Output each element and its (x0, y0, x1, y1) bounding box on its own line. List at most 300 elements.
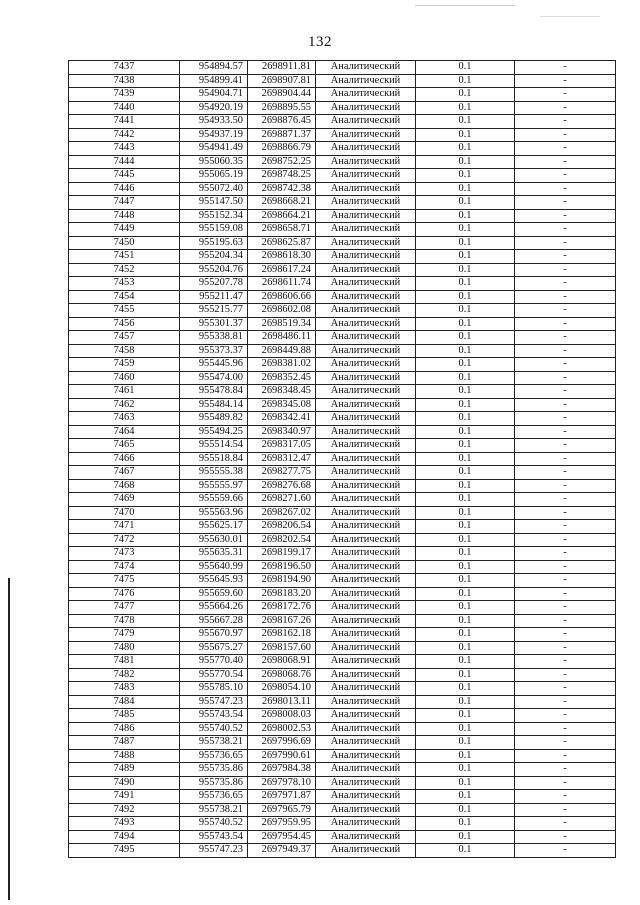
point-number-cell: 7463 (69, 412, 180, 426)
empty-value-cell: - (515, 263, 616, 277)
x-coordinate-cell: 955195.63 (180, 236, 248, 250)
empty-value-cell: - (515, 479, 616, 493)
method-type-cell: Аналитический (316, 452, 416, 466)
table-row (69, 506, 616, 520)
point-number-cell: 7453 (69, 277, 180, 291)
table-row (69, 763, 616, 777)
accuracy-cell: 0.1 (416, 533, 515, 547)
empty-value-cell: - (515, 169, 616, 183)
accuracy-cell: 0.1 (416, 817, 515, 831)
method-type-cell: Аналитический (316, 749, 416, 763)
y-coordinate-cell: 2698904.44 (248, 88, 316, 102)
point-number-cell: 7459 (69, 358, 180, 372)
y-coordinate-cell: 2698618.30 (248, 250, 316, 264)
table-row (69, 560, 616, 574)
accuracy-cell: 0.1 (416, 209, 515, 223)
x-coordinate-cell: 955152.34 (180, 209, 248, 223)
accuracy-cell: 0.1 (416, 830, 515, 844)
method-type-cell: Аналитический (316, 641, 416, 655)
accuracy-cell: 0.1 (416, 344, 515, 358)
empty-value-cell: - (515, 101, 616, 115)
table-row (69, 317, 616, 331)
table-row (69, 425, 616, 439)
x-coordinate-cell: 954933.50 (180, 115, 248, 129)
point-number-cell: 7455 (69, 304, 180, 318)
x-coordinate-cell: 955640.99 (180, 560, 248, 574)
empty-value-cell: - (515, 790, 616, 804)
method-type-cell: Аналитический (316, 358, 416, 372)
method-type-cell: Аналитический (316, 196, 416, 210)
x-coordinate-cell: 955770.40 (180, 655, 248, 669)
y-coordinate-cell: 2697990.61 (248, 749, 316, 763)
table-row (69, 155, 616, 169)
point-number-cell: 7441 (69, 115, 180, 129)
method-type-cell: Аналитический (316, 412, 416, 426)
point-number-cell: 7465 (69, 439, 180, 453)
x-coordinate-cell: 955555.38 (180, 466, 248, 480)
point-number-cell: 7473 (69, 547, 180, 561)
empty-value-cell: - (515, 425, 616, 439)
table-row (69, 493, 616, 507)
y-coordinate-cell: 2698271.60 (248, 493, 316, 507)
y-coordinate-cell: 2698519.34 (248, 317, 316, 331)
empty-value-cell: - (515, 412, 616, 426)
y-coordinate-cell: 2697965.79 (248, 803, 316, 817)
empty-value-cell: - (515, 817, 616, 831)
method-type-cell: Аналитический (316, 709, 416, 723)
method-type-cell: Аналитический (316, 803, 416, 817)
table-row (69, 331, 616, 345)
x-coordinate-cell: 955484.14 (180, 398, 248, 412)
y-coordinate-cell: 2697984.38 (248, 763, 316, 777)
point-number-cell: 7442 (69, 128, 180, 142)
empty-value-cell: - (515, 304, 616, 318)
point-number-cell: 7472 (69, 533, 180, 547)
accuracy-cell: 0.1 (416, 236, 515, 250)
point-number-cell: 7468 (69, 479, 180, 493)
method-type-cell: Аналитический (316, 223, 416, 237)
empty-value-cell: - (515, 182, 616, 196)
table-row (69, 101, 616, 115)
accuracy-cell: 0.1 (416, 452, 515, 466)
x-coordinate-cell: 955743.54 (180, 709, 248, 723)
table-row (69, 722, 616, 736)
y-coordinate-cell: 2698449.88 (248, 344, 316, 358)
method-type-cell: Аналитический (316, 61, 416, 75)
y-coordinate-cell: 2698748.25 (248, 169, 316, 183)
accuracy-cell: 0.1 (416, 182, 515, 196)
y-coordinate-cell: 2698276.68 (248, 479, 316, 493)
point-number-cell: 7437 (69, 61, 180, 75)
method-type-cell: Аналитический (316, 250, 416, 264)
y-coordinate-cell: 2698340.97 (248, 425, 316, 439)
table-row (69, 466, 616, 480)
y-coordinate-cell: 2698617.24 (248, 263, 316, 277)
point-number-cell: 7488 (69, 749, 180, 763)
x-coordinate-cell: 955625.17 (180, 520, 248, 534)
method-type-cell: Аналитический (316, 128, 416, 142)
accuracy-cell: 0.1 (416, 682, 515, 696)
method-type-cell: Аналитический (316, 574, 416, 588)
table-row (69, 749, 616, 763)
point-number-cell: 7478 (69, 614, 180, 628)
empty-value-cell: - (515, 142, 616, 156)
y-coordinate-cell: 2698381.02 (248, 358, 316, 372)
method-type-cell: Аналитический (316, 547, 416, 561)
table-row (69, 533, 616, 547)
x-coordinate-cell: 955065.19 (180, 169, 248, 183)
empty-value-cell: - (515, 115, 616, 129)
x-coordinate-cell: 955445.96 (180, 358, 248, 372)
x-coordinate-cell: 955738.21 (180, 736, 248, 750)
method-type-cell: Аналитический (316, 101, 416, 115)
method-type-cell: Аналитический (316, 344, 416, 358)
empty-value-cell: - (515, 452, 616, 466)
empty-value-cell: - (515, 236, 616, 250)
point-number-cell: 7444 (69, 155, 180, 169)
method-type-cell: Аналитический (316, 790, 416, 804)
accuracy-cell: 0.1 (416, 560, 515, 574)
point-number-cell: 7470 (69, 506, 180, 520)
y-coordinate-cell: 2697978.10 (248, 776, 316, 790)
x-coordinate-cell: 955675.27 (180, 641, 248, 655)
point-number-cell: 7494 (69, 830, 180, 844)
point-number-cell: 7466 (69, 452, 180, 466)
point-number-cell: 7461 (69, 385, 180, 399)
accuracy-cell: 0.1 (416, 601, 515, 615)
table-row (69, 115, 616, 129)
y-coordinate-cell: 2698267.02 (248, 506, 316, 520)
x-coordinate-cell: 955563.96 (180, 506, 248, 520)
point-number-cell: 7484 (69, 695, 180, 709)
accuracy-cell: 0.1 (416, 790, 515, 804)
y-coordinate-cell: 2698013.11 (248, 695, 316, 709)
empty-value-cell: - (515, 290, 616, 304)
x-coordinate-cell: 954920.19 (180, 101, 248, 115)
accuracy-cell: 0.1 (416, 695, 515, 709)
method-type-cell: Аналитический (316, 560, 416, 574)
accuracy-cell: 0.1 (416, 709, 515, 723)
x-coordinate-cell: 955635.31 (180, 547, 248, 561)
table-row (69, 398, 616, 412)
table-row (69, 520, 616, 534)
y-coordinate-cell: 2698194.90 (248, 574, 316, 588)
y-coordinate-cell: 2698202.54 (248, 533, 316, 547)
table-row (69, 142, 616, 156)
table-row (69, 628, 616, 642)
method-type-cell: Аналитический (316, 682, 416, 696)
method-type-cell: Аналитический (316, 317, 416, 331)
accuracy-cell: 0.1 (416, 412, 515, 426)
x-coordinate-cell: 954941.49 (180, 142, 248, 156)
empty-value-cell: - (515, 844, 616, 858)
table-row (69, 358, 616, 372)
empty-value-cell: - (515, 344, 616, 358)
point-number-cell: 7460 (69, 371, 180, 385)
x-coordinate-cell: 955659.60 (180, 587, 248, 601)
accuracy-cell: 0.1 (416, 61, 515, 75)
accuracy-cell: 0.1 (416, 803, 515, 817)
method-type-cell: Аналитический (316, 844, 416, 858)
accuracy-cell: 0.1 (416, 88, 515, 102)
point-number-cell: 7486 (69, 722, 180, 736)
accuracy-cell: 0.1 (416, 736, 515, 750)
empty-value-cell: - (515, 331, 616, 345)
empty-value-cell: - (515, 209, 616, 223)
y-coordinate-cell: 2698602.08 (248, 304, 316, 318)
y-coordinate-cell: 2698068.76 (248, 668, 316, 682)
x-coordinate-cell: 955060.35 (180, 155, 248, 169)
accuracy-cell: 0.1 (416, 506, 515, 520)
y-coordinate-cell: 2698668.21 (248, 196, 316, 210)
accuracy-cell: 0.1 (416, 614, 515, 628)
table-row (69, 74, 616, 88)
method-type-cell: Аналитический (316, 290, 416, 304)
x-coordinate-cell: 955072.40 (180, 182, 248, 196)
table-row (69, 412, 616, 426)
table-row (69, 371, 616, 385)
accuracy-cell: 0.1 (416, 763, 515, 777)
empty-value-cell: - (515, 358, 616, 372)
accuracy-cell: 0.1 (416, 628, 515, 642)
empty-value-cell: - (515, 709, 616, 723)
x-coordinate-cell: 955211.47 (180, 290, 248, 304)
x-coordinate-cell: 955478.84 (180, 385, 248, 399)
empty-value-cell: - (515, 520, 616, 534)
y-coordinate-cell: 2697971.87 (248, 790, 316, 804)
accuracy-cell: 0.1 (416, 749, 515, 763)
x-coordinate-cell: 955740.52 (180, 817, 248, 831)
accuracy-cell: 0.1 (416, 277, 515, 291)
x-coordinate-cell: 955735.86 (180, 763, 248, 777)
x-coordinate-cell: 955474.00 (180, 371, 248, 385)
point-number-cell: 7480 (69, 641, 180, 655)
empty-value-cell: - (515, 749, 616, 763)
point-number-cell: 7447 (69, 196, 180, 210)
point-number-cell: 7452 (69, 263, 180, 277)
accuracy-cell: 0.1 (416, 155, 515, 169)
empty-value-cell: - (515, 61, 616, 75)
method-type-cell: Аналитический (316, 209, 416, 223)
empty-value-cell: - (515, 155, 616, 169)
point-number-cell: 7485 (69, 709, 180, 723)
method-type-cell: Аналитический (316, 722, 416, 736)
accuracy-cell: 0.1 (416, 439, 515, 453)
table-row (69, 803, 616, 817)
point-number-cell: 7446 (69, 182, 180, 196)
point-number-cell: 7448 (69, 209, 180, 223)
empty-value-cell: - (515, 88, 616, 102)
empty-value-cell: - (515, 128, 616, 142)
method-type-cell: Аналитический (316, 830, 416, 844)
point-number-cell: 7462 (69, 398, 180, 412)
accuracy-cell: 0.1 (416, 425, 515, 439)
method-type-cell: Аналитический (316, 74, 416, 88)
y-coordinate-cell: 2698911.81 (248, 61, 316, 75)
method-type-cell: Аналитический (316, 182, 416, 196)
table-row (69, 547, 616, 561)
point-number-cell: 7454 (69, 290, 180, 304)
y-coordinate-cell: 2698312.47 (248, 452, 316, 466)
table-row (69, 452, 616, 466)
x-coordinate-cell: 955204.34 (180, 250, 248, 264)
y-coordinate-cell: 2698486.11 (248, 331, 316, 345)
method-type-cell: Аналитический (316, 398, 416, 412)
x-coordinate-cell: 955770.54 (180, 668, 248, 682)
table-row (69, 668, 616, 682)
accuracy-cell: 0.1 (416, 101, 515, 115)
accuracy-cell: 0.1 (416, 169, 515, 183)
point-number-cell: 7449 (69, 223, 180, 237)
table-row (69, 844, 616, 858)
y-coordinate-cell: 2698611.74 (248, 277, 316, 291)
accuracy-cell: 0.1 (416, 574, 515, 588)
method-type-cell: Аналитический (316, 466, 416, 480)
point-number-cell: 7493 (69, 817, 180, 831)
table-row (69, 479, 616, 493)
y-coordinate-cell: 2698008.03 (248, 709, 316, 723)
point-number-cell: 7492 (69, 803, 180, 817)
empty-value-cell: - (515, 560, 616, 574)
method-type-cell: Аналитический (316, 763, 416, 777)
method-type-cell: Аналитический (316, 277, 416, 291)
method-type-cell: Аналитический (316, 371, 416, 385)
y-coordinate-cell: 2698742.38 (248, 182, 316, 196)
y-coordinate-cell: 2698664.21 (248, 209, 316, 223)
page-number: 132 (308, 34, 332, 50)
point-number-cell: 7440 (69, 101, 180, 115)
method-type-cell: Аналитический (316, 776, 416, 790)
table-row (69, 641, 616, 655)
point-number-cell: 7489 (69, 763, 180, 777)
empty-value-cell: - (515, 547, 616, 561)
x-coordinate-cell: 955204.76 (180, 263, 248, 277)
accuracy-cell: 0.1 (416, 263, 515, 277)
x-coordinate-cell: 954894.57 (180, 61, 248, 75)
margin-binding-line (8, 578, 10, 900)
table-row (69, 601, 616, 615)
table-row (69, 736, 616, 750)
accuracy-cell: 0.1 (416, 250, 515, 264)
table-row (69, 574, 616, 588)
x-coordinate-cell: 954899.41 (180, 74, 248, 88)
x-coordinate-cell: 955494.25 (180, 425, 248, 439)
x-coordinate-cell: 955147.50 (180, 196, 248, 210)
x-coordinate-cell: 955159.08 (180, 223, 248, 237)
accuracy-cell: 0.1 (416, 493, 515, 507)
x-coordinate-cell: 955670.97 (180, 628, 248, 642)
table-row (69, 385, 616, 399)
x-coordinate-cell: 954904.71 (180, 88, 248, 102)
y-coordinate-cell: 2698167.26 (248, 614, 316, 628)
x-coordinate-cell: 955785.10 (180, 682, 248, 696)
x-coordinate-cell: 955736.65 (180, 749, 248, 763)
y-coordinate-cell: 2698625.87 (248, 236, 316, 250)
accuracy-cell: 0.1 (416, 520, 515, 534)
x-coordinate-cell: 955215.77 (180, 304, 248, 318)
empty-value-cell: - (515, 196, 616, 210)
empty-value-cell: - (515, 803, 616, 817)
point-number-cell: 7451 (69, 250, 180, 264)
method-type-cell: Аналитический (316, 628, 416, 642)
scan-artifact-line (415, 5, 515, 6)
empty-value-cell: - (515, 628, 616, 642)
x-coordinate-cell: 955736.65 (180, 790, 248, 804)
accuracy-cell: 0.1 (416, 196, 515, 210)
y-coordinate-cell: 2698162.18 (248, 628, 316, 642)
x-coordinate-cell: 955630.01 (180, 533, 248, 547)
y-coordinate-cell: 2698658.71 (248, 223, 316, 237)
accuracy-cell: 0.1 (416, 128, 515, 142)
empty-value-cell: - (515, 655, 616, 669)
y-coordinate-cell: 2698352.45 (248, 371, 316, 385)
method-type-cell: Аналитический (316, 614, 416, 628)
y-coordinate-cell: 2698199.17 (248, 547, 316, 561)
method-type-cell: Аналитический (316, 115, 416, 129)
coordinates-table-body (69, 61, 616, 858)
empty-value-cell: - (515, 506, 616, 520)
empty-value-cell: - (515, 722, 616, 736)
empty-value-cell: - (515, 641, 616, 655)
point-number-cell: 7469 (69, 493, 180, 507)
method-type-cell: Аналитический (316, 331, 416, 345)
accuracy-cell: 0.1 (416, 142, 515, 156)
empty-value-cell: - (515, 682, 616, 696)
method-type-cell: Аналитический (316, 655, 416, 669)
y-coordinate-cell: 2697949.37 (248, 844, 316, 858)
y-coordinate-cell: 2698752.25 (248, 155, 316, 169)
point-number-cell: 7487 (69, 736, 180, 750)
point-number-cell: 7450 (69, 236, 180, 250)
accuracy-cell: 0.1 (416, 290, 515, 304)
y-coordinate-cell: 2698172.76 (248, 601, 316, 615)
y-coordinate-cell: 2697996.69 (248, 736, 316, 750)
y-coordinate-cell: 2698317.05 (248, 439, 316, 453)
accuracy-cell: 0.1 (416, 331, 515, 345)
empty-value-cell: - (515, 493, 616, 507)
table-row (69, 250, 616, 264)
empty-value-cell: - (515, 439, 616, 453)
accuracy-cell: 0.1 (416, 358, 515, 372)
accuracy-cell: 0.1 (416, 371, 515, 385)
empty-value-cell: - (515, 317, 616, 331)
table-row (69, 236, 616, 250)
x-coordinate-cell: 955747.23 (180, 695, 248, 709)
y-coordinate-cell: 2698876.45 (248, 115, 316, 129)
x-coordinate-cell: 955301.37 (180, 317, 248, 331)
empty-value-cell: - (515, 736, 616, 750)
y-coordinate-cell: 2698277.75 (248, 466, 316, 480)
point-number-cell: 7481 (69, 655, 180, 669)
x-coordinate-cell: 955743.54 (180, 830, 248, 844)
y-coordinate-cell: 2698348.45 (248, 385, 316, 399)
accuracy-cell: 0.1 (416, 398, 515, 412)
x-coordinate-cell: 955740.52 (180, 722, 248, 736)
table-row (69, 830, 616, 844)
method-type-cell: Аналитический (316, 587, 416, 601)
method-type-cell: Аналитический (316, 506, 416, 520)
x-coordinate-cell: 955645.93 (180, 574, 248, 588)
method-type-cell: Аналитический (316, 169, 416, 183)
empty-value-cell: - (515, 830, 616, 844)
accuracy-cell: 0.1 (416, 74, 515, 88)
accuracy-cell: 0.1 (416, 547, 515, 561)
empty-value-cell: - (515, 614, 616, 628)
table-row (69, 614, 616, 628)
y-coordinate-cell: 2698157.60 (248, 641, 316, 655)
y-coordinate-cell: 2698183.20 (248, 587, 316, 601)
accuracy-cell: 0.1 (416, 655, 515, 669)
